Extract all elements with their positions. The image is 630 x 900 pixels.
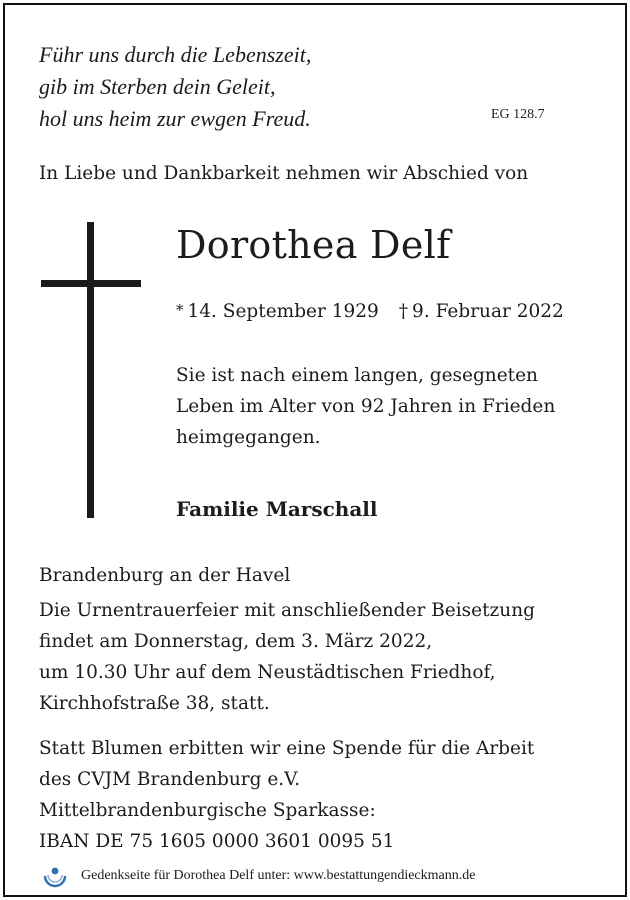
obituary-card <box>3 3 627 897</box>
life-text <box>176 360 606 453</box>
ceremony-line: findet am Donnerstag, dem 3. März 2022, <box>39 631 433 652</box>
birth-date: 14. September 1929 <box>187 301 379 322</box>
deceased-name: Dorothea Delf <box>176 223 451 267</box>
verse-line: hol uns heim zur ewgen Freud. <box>39 106 311 131</box>
donation-line: des CVJM Brandenburg e.V. <box>39 769 301 790</box>
death-date: 9. Februar 2022 <box>412 301 564 322</box>
verse-line: gib im Sterben dein Geleit, <box>39 74 276 99</box>
life-text-line: Leben im Alter von 92 Jahren in Frieden <box>176 396 556 417</box>
donation-line: Statt Blumen erbitten wir eine Spende für die Arbeit <box>39 738 535 759</box>
donation-details <box>39 733 534 857</box>
ceremony-line: Die Urnentrauerfeier mit anschließender Beisetzung <box>39 600 535 621</box>
life-text-line: Sie ist nach einem langen, gesegneten <box>176 365 538 386</box>
ceremony-details <box>39 595 535 719</box>
cross-icon-vertical-bar <box>87 222 94 518</box>
place: Brandenburg an der Havel <box>39 565 291 586</box>
birth-symbol: * <box>176 301 184 319</box>
donation-line: Mittelbrandenburgische Sparkasse: <box>39 800 376 821</box>
memorial-logo-icon <box>41 862 69 890</box>
hymn-verse <box>39 39 311 135</box>
death-symbol: † <box>398 301 409 322</box>
life-text-line: heimgegangen. <box>176 427 321 448</box>
verse-reference: EG 128.7 <box>491 107 545 122</box>
iban-line: IBAN DE 75 1605 0000 3601 0095 51 <box>39 831 395 852</box>
ceremony-line: Kirchhofstraße 38, statt. <box>39 693 270 714</box>
memorial-page-footer <box>41 863 475 889</box>
ceremony-line: um 10.30 Uhr auf dem Neustädtischen Friedhof, <box>39 662 496 683</box>
intro-text: In Liebe und Dankbarkeit nehmen wir Abschied von <box>39 163 529 184</box>
family-signature: Familie Marschall <box>176 497 378 521</box>
verse-line: Führ uns durch die Lebenszeit, <box>39 42 312 67</box>
cross-icon-horizontal-bar <box>41 280 141 287</box>
life-dates <box>176 301 564 322</box>
memorial-page-link[interactable]: Gedenkseite für Dorothea Delf unter: www.bestattungendieckmann.de <box>81 868 476 883</box>
